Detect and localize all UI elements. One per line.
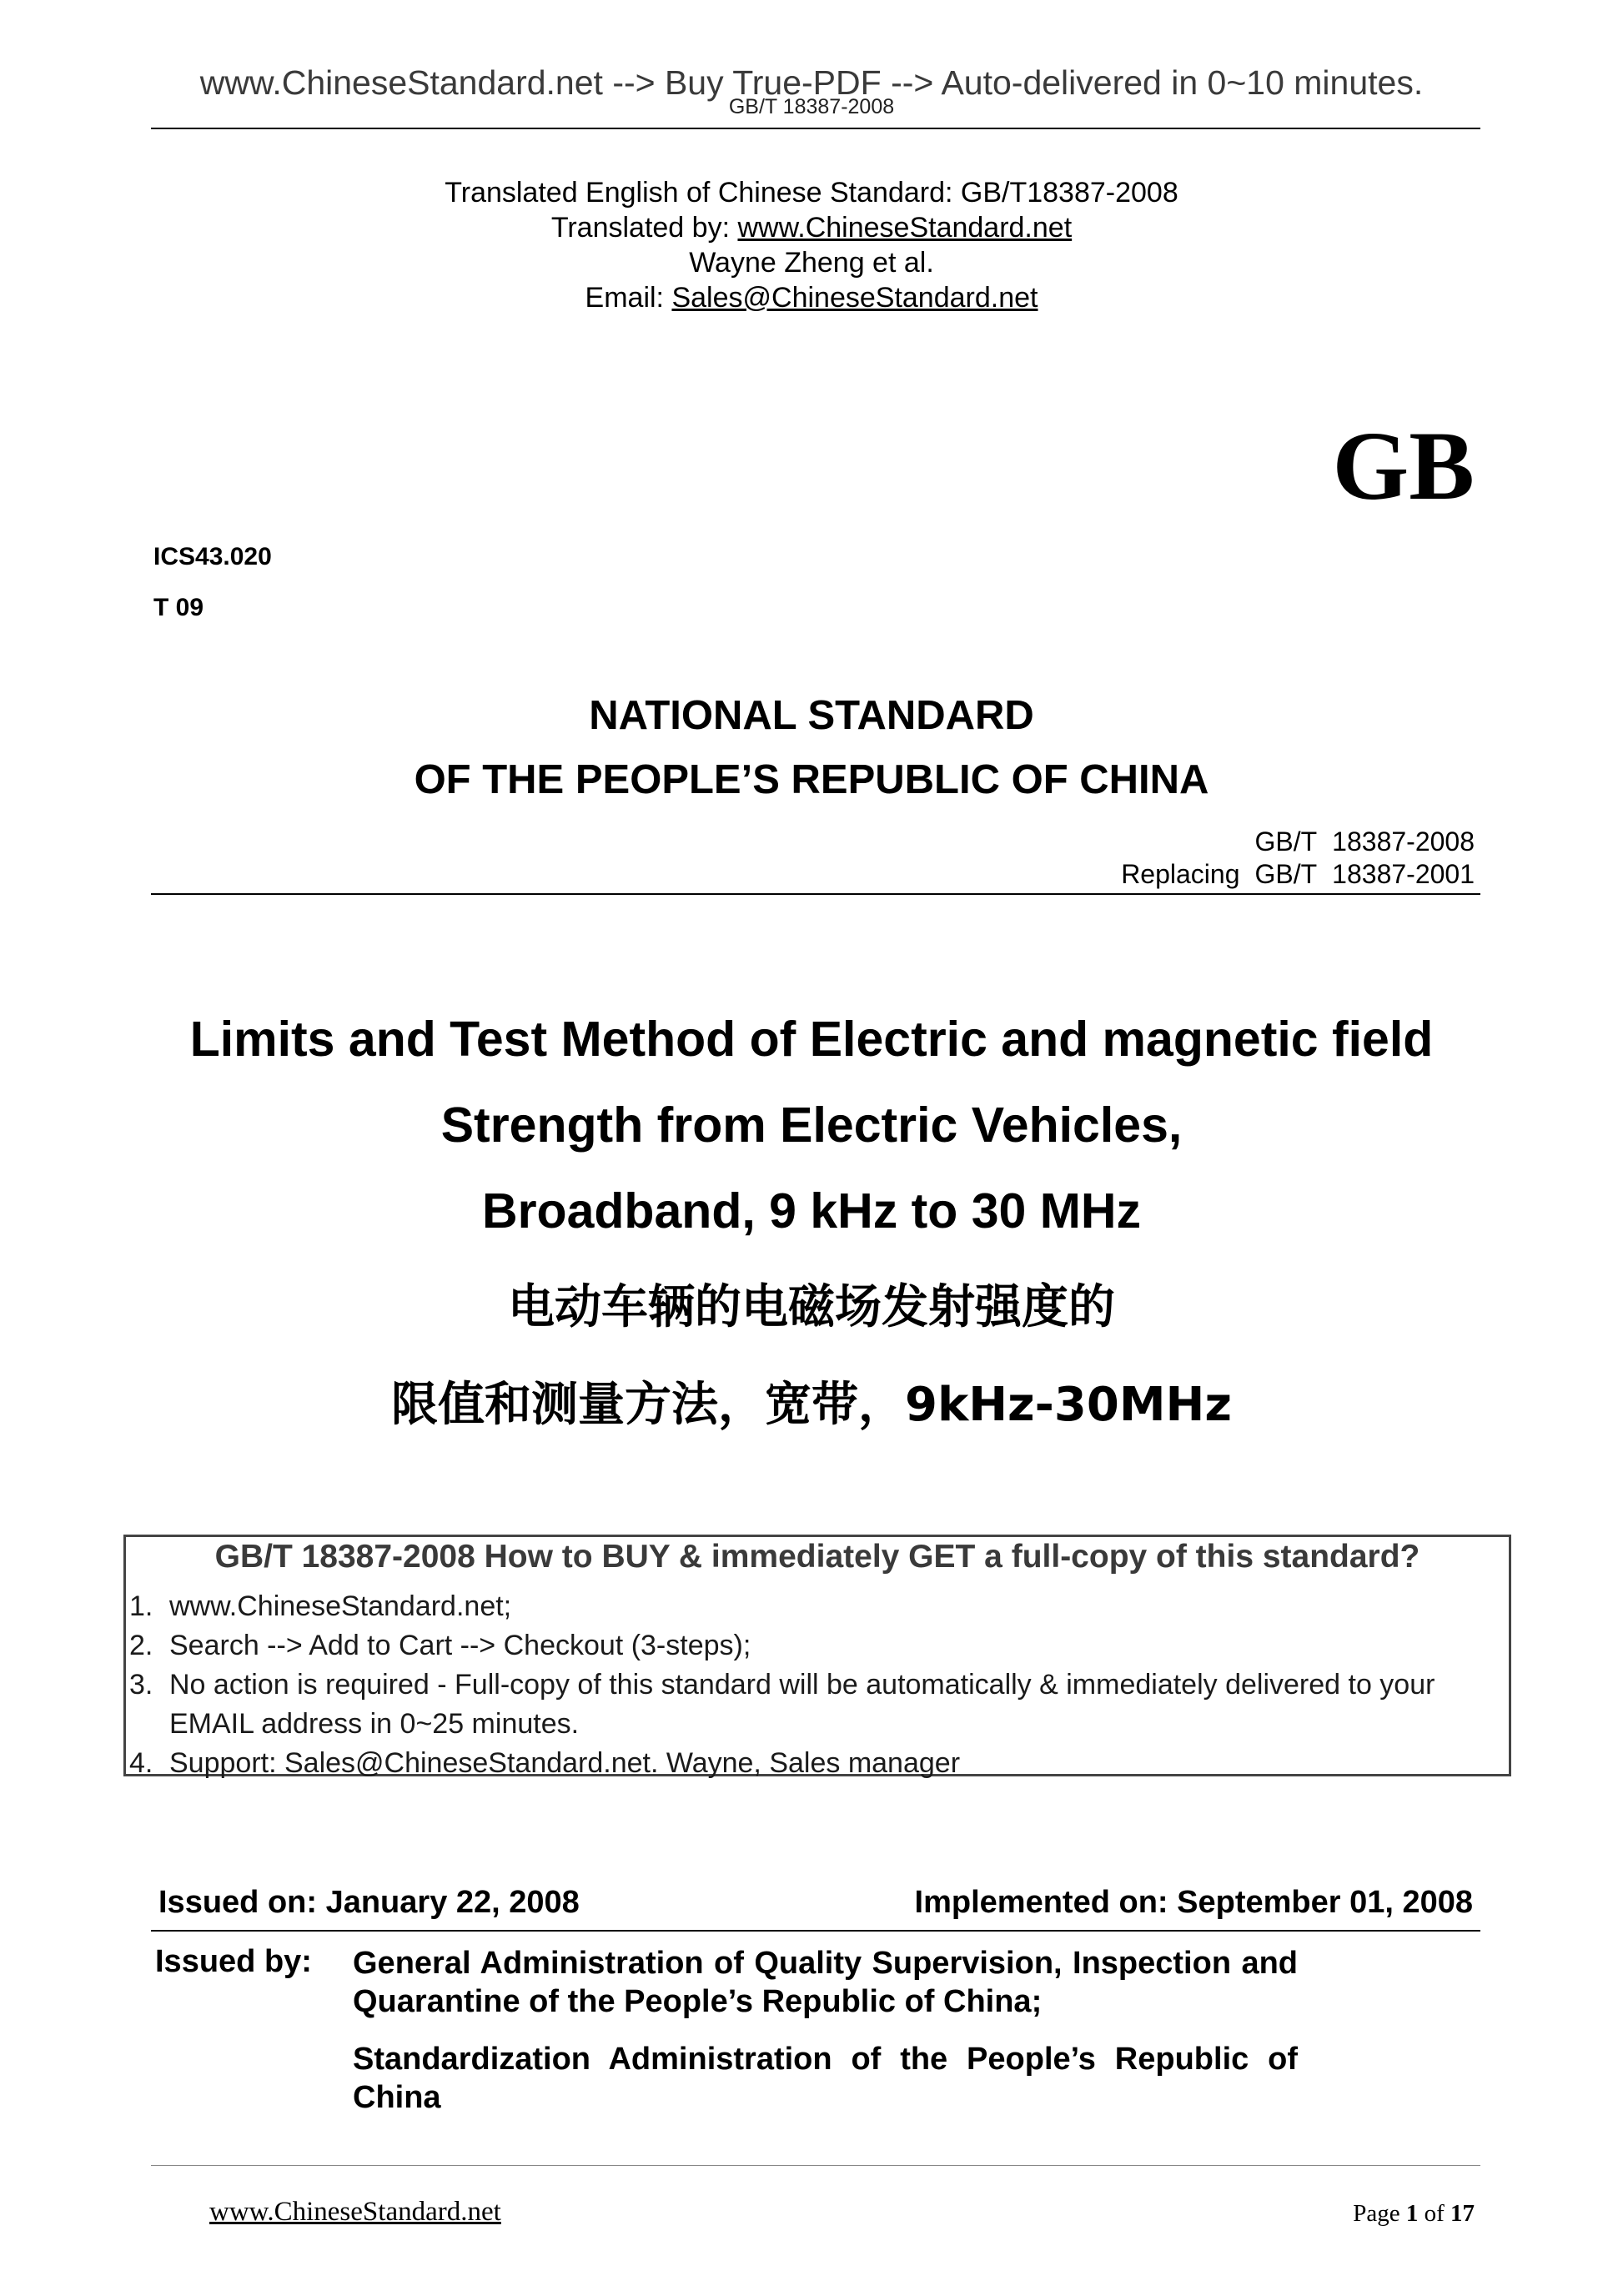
running-head: GB/T 18387-2008 — [728, 95, 895, 118]
issuing-organization-2: Standardization Administration of the People’s Republic of China — [353, 2042, 1298, 2115]
step-number: 3. — [129, 1669, 153, 1701]
replacing-standard — [1121, 859, 1475, 890]
step-text: Search --> Add to Cart --> Checkout (3-steps); — [169, 1630, 751, 1661]
footer-divider — [151, 2165, 1480, 2166]
title-en-line3: Broadband, 9 kHz to 30 MHz — [481, 1183, 1142, 1238]
step-text: No action is required - Full-copy of this standard will be automatically & immediately delivered to your EMAIL address in 0~25 minutes. — [169, 1669, 1435, 1740]
page-number — [1353, 2200, 1475, 2228]
list-item — [129, 1587, 1487, 1626]
dates-divider — [151, 1930, 1480, 1932]
step-number: 1. — [129, 1590, 153, 1622]
page-label: Page — [1353, 2200, 1406, 2227]
issued-on-date: Issued on: January 22, 2008 — [158, 1885, 580, 1920]
issued-by-label: Issued by: — [155, 1944, 312, 1979]
implemented-on-date: Implemented on: September 01, 2008 — [914, 1885, 1473, 1920]
title-en-line2: Strength from Electric Vehicles, — [440, 1098, 1183, 1153]
email-label: Email: — [585, 282, 672, 314]
replacing-label: Replacing — [1121, 859, 1240, 889]
purchase-steps — [129, 1587, 1487, 1783]
purchase-heading: GB/T 18387-2008 How to BUY & immediately GET a full-copy of this standard? — [214, 1539, 1420, 1575]
replacing-code: 18387-2001 — [1332, 859, 1475, 889]
title-cn-line1: 电动车辆的电磁场发射强度的 — [508, 1280, 1115, 1334]
top-banner: www.ChineseStandard.net --> Buy True-PDF --> Auto-delivered in 0~10 minutes. — [199, 63, 1424, 102]
standard-number — [1255, 826, 1475, 857]
email-line — [0, 280, 1623, 315]
list-item — [129, 1626, 1487, 1665]
replacing-prefix: GB/T — [1254, 859, 1318, 889]
header-divider — [151, 128, 1480, 129]
ics-code: ICS43.020 — [153, 543, 272, 570]
translator-name: Wayne Zheng et al. — [689, 247, 934, 279]
page-current: 1 — [1405, 2200, 1419, 2227]
step-number: 2. — [129, 1630, 153, 1661]
website-link[interactable]: www.ChineseStandard.net — [737, 212, 1073, 244]
gb-logo: GB — [1332, 411, 1475, 520]
footer-website-link[interactable]: www.ChineseStandard.net — [209, 2197, 501, 2227]
step-text: www.ChineseStandard.net; — [169, 1590, 512, 1622]
email-link[interactable]: Sales@ChineseStandard.net — [671, 282, 1038, 314]
translation-line: Translated English of Chinese Standard: GB/T18387-2008 — [445, 177, 1178, 208]
standard-code: 18387-2008 — [1332, 826, 1475, 857]
step-number: 4. — [129, 1747, 153, 1779]
translated-by-line — [0, 210, 1623, 245]
page-total: 17 — [1450, 2200, 1475, 2227]
national-standard-line1: NATIONAL STANDARD — [589, 693, 1034, 738]
title-cn-line2: 限值和测量方法，宽带，9kHz-30MHz — [390, 1378, 1233, 1432]
standard-prefix: GB/T — [1254, 826, 1318, 857]
list-item — [129, 1744, 1487, 1783]
issuing-organization-1: General Administration of Quality Supervision, Inspection and Quarantine of the People’s Republic of China; — [353, 1946, 1298, 2019]
category-code: T 09 — [153, 594, 204, 621]
translated-by-label: Translated by: — [550, 212, 738, 244]
title-en-line1: Limits and Test Method of Electric and magnetic field — [189, 1012, 1434, 1067]
translation-info — [0, 175, 1623, 315]
national-standard-line2: OF THE PEOPLE’S REPUBLIC OF CHINA — [414, 757, 1209, 802]
list-item — [129, 1665, 1487, 1744]
purchase-info-box — [123, 1535, 1511, 1779]
standard-divider — [151, 893, 1480, 895]
footer-link-wrap — [209, 2197, 501, 2228]
step-text: Support: Sales@ChineseStandard.net. Wayne, Sales manager — [169, 1747, 961, 1779]
page-of: of — [1418, 2200, 1450, 2227]
